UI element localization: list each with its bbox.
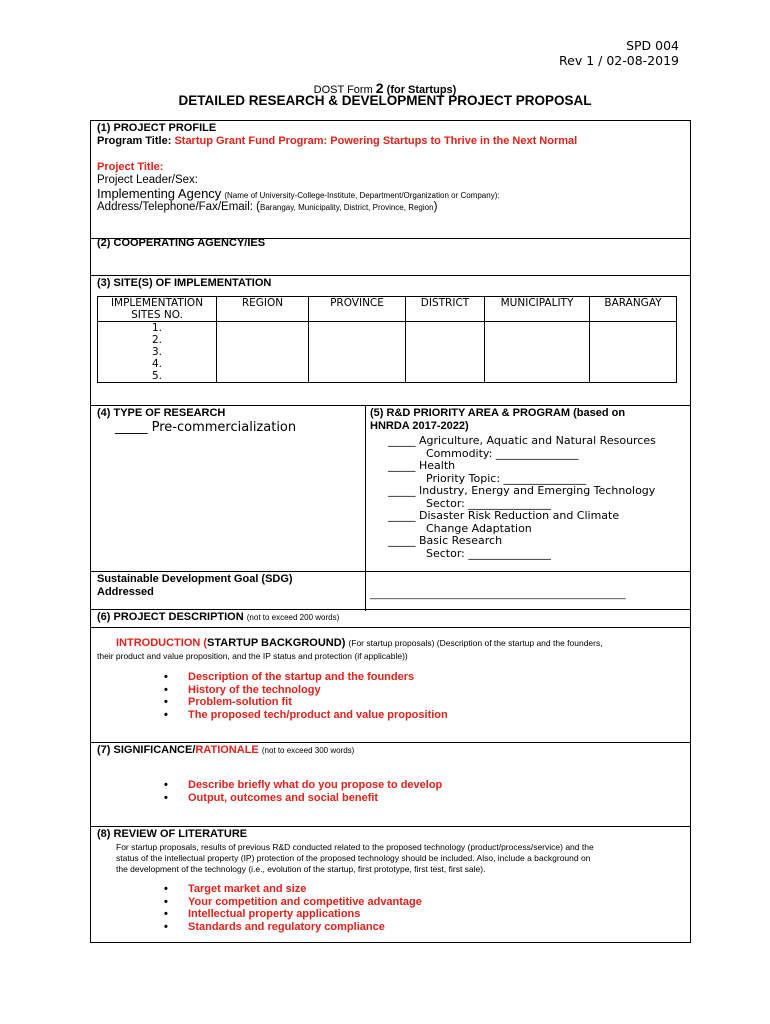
column-divider (365, 406, 366, 611)
cell (309, 370, 406, 383)
priority-line: Commodity: _______________ (426, 447, 579, 460)
col-header: MUNICIPALITY (485, 297, 590, 322)
intro-note: (For startup proposals) (Description of the startup and the founders, (348, 638, 603, 648)
significance-heading-line (97, 744, 354, 756)
program-title-line (97, 135, 577, 147)
table-row (98, 370, 677, 383)
description-bullets (164, 671, 448, 721)
address-label: Address/Telephone/Fax/Email: ( (97, 201, 260, 213)
cell (217, 334, 309, 346)
section-heading: (2) COOPERATING AGENCY/IES (97, 237, 266, 249)
cell (406, 346, 485, 358)
description-heading-line (97, 611, 339, 623)
priority-line: _____ Health (388, 459, 456, 472)
program-title-label: Program Title: (97, 135, 172, 147)
priority-line: Sector: _______________ (426, 547, 551, 560)
cell (485, 358, 590, 370)
section-sites (90, 275, 691, 406)
intro-line (116, 637, 603, 649)
cell (590, 346, 677, 358)
cell (406, 358, 485, 370)
address-line (97, 201, 437, 213)
pre-commercialization-option: _____ Pre-commercialization (115, 420, 297, 435)
table-row (98, 322, 677, 335)
section-review-of-literature (90, 826, 691, 943)
sites-table (97, 296, 677, 383)
significance-bullets (164, 779, 442, 804)
document-title: DETAILED RESEARCH & DEVELOPMENT PROJECT PROPOSAL (178, 93, 592, 108)
priority-line: _____ Industry, Energy and Emerging Technology (388, 484, 656, 497)
cell (485, 370, 590, 383)
priority-line: Sector: _______________ (426, 497, 551, 510)
program-title-value: Startup Grant Fund Program: Powering Startups to Thrive in the Next Normal (174, 135, 578, 147)
cell (309, 346, 406, 358)
section-heading: (3) SITE(S) OF IMPLEMENTATION (97, 277, 272, 289)
section-heading: (6) PROJECT DESCRIPTION (97, 611, 244, 623)
list-item: • Intellectual property applications (164, 908, 422, 921)
implementing-agency-line (97, 186, 500, 201)
address-close: ) (433, 201, 438, 213)
cell (309, 334, 406, 346)
literature-bullets (164, 883, 422, 933)
intro-startup-background: STARTUP BACKGROUND) (207, 637, 346, 649)
list-item: • Your competition and competitive advantage (164, 896, 422, 909)
agency-note: (Name of University-College-Institute, Department/Organization or Company): (224, 191, 500, 200)
list-item: • Output, outcomes and social benefit (164, 792, 442, 805)
cell (485, 346, 590, 358)
cell (590, 334, 677, 346)
site-number: 5. (98, 370, 217, 383)
literature-para-2: status of the intellectual property (IP) protection of the proposed technology should be included. Also, include a background on (116, 853, 591, 863)
cell (217, 358, 309, 370)
list-item: • History of the technology (164, 684, 448, 697)
col-header: DISTRICT (406, 297, 485, 322)
section-project-description (90, 609, 691, 743)
cell (590, 322, 677, 335)
priority-line: Change Adaptation (426, 522, 532, 535)
literature-para-3: the development of the technology (i.e., evolution of the startup, first prototype, first test, first sale). (116, 864, 486, 874)
cell (406, 334, 485, 346)
cell (217, 370, 309, 383)
priority-line: _____ Disaster Risk Reduction and Climate (388, 509, 620, 522)
revision-date: Rev 1 / 02-08-2019 (559, 53, 679, 68)
form-number: 2 (375, 80, 384, 96)
section-heading: (1) PROJECT PROFILE (97, 122, 217, 134)
col-header: BARANGAY (590, 297, 677, 322)
word-limit-note: (not to exceed 200 words) (246, 613, 340, 622)
priority-line: Priority Topic: _______________ (426, 472, 587, 485)
intro-label: INTRODUCTION ( (116, 637, 208, 649)
col-header: IMPLEMENTATION SITES NO. (98, 297, 217, 322)
sdg-label-1: Sustainable Development Goal (SDG) (97, 573, 293, 585)
cell (406, 370, 485, 383)
col-header: PROVINCE (309, 297, 406, 322)
table-row (98, 346, 677, 358)
list-item: • Description of the startup and the founders (164, 671, 448, 684)
sdg-label-2: Addressed (97, 586, 154, 598)
table-header-row (98, 297, 677, 322)
site-number: 2. (98, 334, 217, 346)
address-note: Barangay, Municipality, District, Province, Region (260, 203, 434, 212)
priority-heading-2: HNRDA 2017-2022) (370, 420, 469, 432)
project-leader-label: Project Leader/Sex: (97, 174, 199, 186)
priority-line: _____ Basic Research (388, 534, 503, 547)
priority-line: _____ Agriculture, Aquatic and Natural Resources (388, 434, 656, 447)
section-significance (90, 742, 691, 827)
cell (309, 322, 406, 335)
section-project-profile (90, 120, 691, 239)
section-cooperating-agency (90, 238, 691, 276)
word-limit-note: (not to exceed 300 words) (261, 746, 355, 755)
cell (309, 358, 406, 370)
cell (217, 322, 309, 335)
description-divider (91, 627, 690, 628)
cell (485, 334, 590, 346)
site-number: 3. (98, 346, 217, 358)
cell (485, 322, 590, 335)
priority-heading-1: (5) R&D PRIORITY AREA & PROGRAM (based on (370, 407, 626, 419)
section-type-priority (90, 405, 691, 610)
intro-note-cont: their product and value proposition, and the IP status and protection (if applicable)) (97, 651, 408, 661)
site-number: 1. (98, 322, 217, 335)
table-row (98, 334, 677, 346)
cell (590, 358, 677, 370)
form-prefix: DOST Form (313, 84, 373, 96)
table-row (98, 358, 677, 370)
site-number: 4. (98, 358, 217, 370)
list-item: • Describe briefly what do you propose to develop (164, 779, 442, 792)
type-of-research-heading: (4) TYPE OF RESEARCH (97, 407, 226, 419)
cell (406, 322, 485, 335)
col-header: REGION (217, 297, 309, 322)
form-code: SPD 004 (626, 38, 679, 53)
list-item: • Standards and regulatory compliance (164, 921, 422, 934)
project-title-label: Project Title: (97, 161, 164, 173)
list-item: • Target market and size (164, 883, 422, 896)
sdg-blank: ______________________________________________ (370, 589, 626, 600)
cell (217, 346, 309, 358)
agency-label: Implementing Agency (97, 186, 222, 201)
cell (590, 370, 677, 383)
literature-para-1: For startup proposals, results of previous R&D conducted related to the proposed technology (product/process/service) and the (116, 842, 594, 852)
section-heading: (8) REVIEW OF LITERATURE (97, 828, 248, 840)
list-item: • The proposed tech/product and value proposition (164, 709, 448, 722)
section-heading: (7) SIGNIFICANCE/ (97, 744, 196, 756)
list-item: • Problem-solution fit (164, 696, 448, 709)
rationale-label: RATIONALE (195, 744, 259, 756)
sdg-divider (91, 571, 690, 572)
form-suffix: (for Startups) (386, 84, 457, 96)
